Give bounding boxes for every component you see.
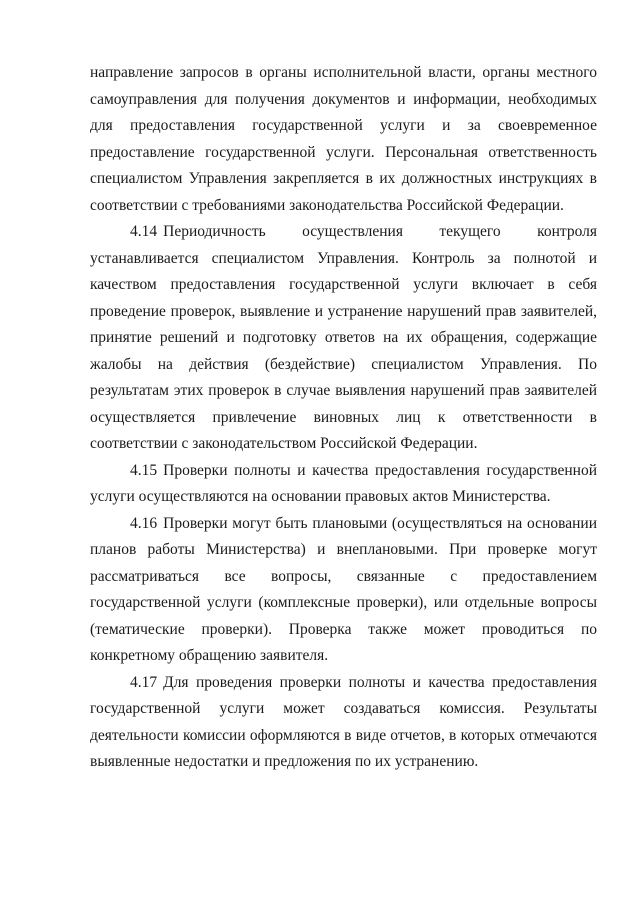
paragraph-number: 4.14 bbox=[130, 223, 158, 240]
paragraph-number: 4.15 bbox=[130, 461, 158, 479]
paragraph-text: Проверки могут быть плановыми (осуществляться на основании планов работы Министерства) и внеплановыми. При проверке могут рассматриваться все вопросы, связанные с предоставлением государственной услуги (комплексные проверки), или отдельные вопросы (тематические проверки). Проверка также может проводиться по конкретному обращению заявителя. bbox=[90, 514, 597, 664]
paragraph-text: Периодичность осуществления текущего контроля устанавливается специалистом Управления. Контроль за полнотой и качеством предоставления государственной услуги включает в себя проведение проверок, выявление и устранение нарушений прав заявителей, принятие решений и подготовку ответов на их обращения, содержащие жалобы на действия (бездействие) специалистом Управления. По результатам этих проверок в случае выявления нарушений прав заявителей осуществляется привлечение виновных лиц к ответственности в соответствии с законодательством Российской Федерации. bbox=[90, 223, 597, 452]
paragraph-4-17 bbox=[90, 670, 597, 776]
paragraph-text: Проверки полноты и качества предоставления государственной услуги осуществляются на основании правовых актов Министерства. bbox=[90, 461, 597, 505]
paragraph-text: Для проведения проверки полноты и качества предоставления государственной услуги может создаваться комиссия. Результаты деятельности комиссии оформляются в виде отчетов, в которых отмечаются выявленные недостатки и предложения по их устранению. bbox=[90, 673, 597, 770]
paragraph-continuation bbox=[90, 60, 597, 219]
paragraph-number: 4.16 bbox=[130, 514, 158, 532]
paragraph-4-14 bbox=[90, 219, 597, 458]
paragraph-number: 4.17 bbox=[130, 673, 158, 691]
document-page bbox=[90, 60, 597, 776]
paragraph-4-15 bbox=[90, 458, 597, 511]
paragraph-4-16 bbox=[90, 511, 597, 670]
paragraph-text: направление запросов в органы исполнительной власти, органы местного самоуправления для получения документов и информации, необходимых для предоставления государственной услуги и за своевременное предоставление государственной услуги. Персональная ответственность специалистом Управления закрепляется в их должностных инструкциях в соответствии с требованиями законодательства Российской Федерации. bbox=[90, 64, 597, 214]
